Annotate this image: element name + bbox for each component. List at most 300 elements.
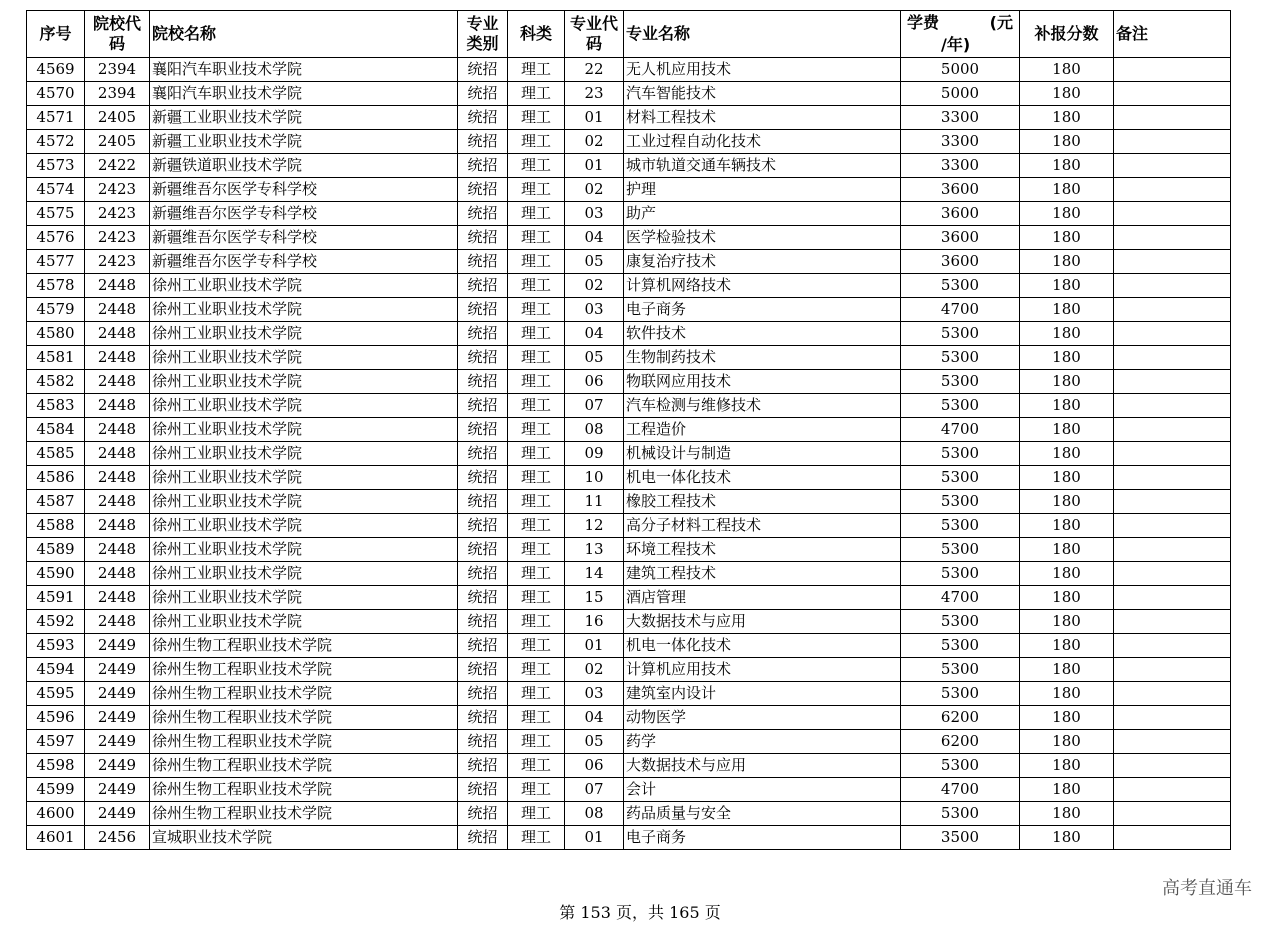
cell-major-code: 04 xyxy=(565,706,624,730)
cell-school-code: 2449 xyxy=(85,634,150,658)
cell-category: 理工 xyxy=(508,586,565,610)
cell-school-name: 徐州工业职业技术学院 xyxy=(150,490,458,514)
table-row xyxy=(27,274,1231,298)
cell-fee: 6200 xyxy=(901,730,1020,754)
cell-fee: 4700 xyxy=(901,778,1020,802)
table-row xyxy=(27,106,1231,130)
cell-seq: 4574 xyxy=(27,178,85,202)
cell-school-code: 2449 xyxy=(85,658,150,682)
cell-score: 180 xyxy=(1020,106,1114,130)
cell-score: 180 xyxy=(1020,154,1114,178)
cell-major-type: 统招 xyxy=(458,634,508,658)
cell-score: 180 xyxy=(1020,538,1114,562)
cell-school-code: 2448 xyxy=(85,562,150,586)
cell-major-code: 05 xyxy=(565,250,624,274)
cell-school-code: 2449 xyxy=(85,706,150,730)
cell-category: 理工 xyxy=(508,346,565,370)
cell-score: 180 xyxy=(1020,754,1114,778)
cell-major-type: 统招 xyxy=(458,154,508,178)
cell-fee: 4700 xyxy=(901,298,1020,322)
table-row xyxy=(27,682,1231,706)
cell-fee: 4700 xyxy=(901,418,1020,442)
cell-score: 180 xyxy=(1020,442,1114,466)
cell-major-type: 统招 xyxy=(458,586,508,610)
cell-category: 理工 xyxy=(508,178,565,202)
cell-school-name: 徐州工业职业技术学院 xyxy=(150,346,458,370)
cell-major-type: 统招 xyxy=(458,610,508,634)
cell-major-name: 汽车检测与维修技术 xyxy=(624,394,901,418)
cell-major-code: 15 xyxy=(565,586,624,610)
cell-major-type: 统招 xyxy=(458,466,508,490)
table-row xyxy=(27,706,1231,730)
cell-major-name: 机电一体化技术 xyxy=(624,634,901,658)
cell-major-code: 05 xyxy=(565,730,624,754)
table-row xyxy=(27,418,1231,442)
cell-score: 180 xyxy=(1020,250,1114,274)
cell-category: 理工 xyxy=(508,370,565,394)
cell-school-name: 徐州生物工程职业技术学院 xyxy=(150,778,458,802)
cell-major-type: 统招 xyxy=(458,562,508,586)
cell-major-code: 12 xyxy=(565,514,624,538)
cell-school-name: 徐州工业职业技术学院 xyxy=(150,538,458,562)
cell-fee: 5300 xyxy=(901,802,1020,826)
cell-school-code: 2423 xyxy=(85,226,150,250)
cell-note xyxy=(1114,562,1231,586)
cell-score: 180 xyxy=(1020,706,1114,730)
cell-major-type: 统招 xyxy=(458,130,508,154)
cell-note xyxy=(1114,514,1231,538)
table-row xyxy=(27,130,1231,154)
cell-score: 180 xyxy=(1020,658,1114,682)
cell-fee: 3600 xyxy=(901,178,1020,202)
cell-category: 理工 xyxy=(508,226,565,250)
table-row xyxy=(27,826,1231,850)
cell-school-name: 徐州生物工程职业技术学院 xyxy=(150,634,458,658)
cell-score: 180 xyxy=(1020,514,1114,538)
cell-major-name: 药学 xyxy=(624,730,901,754)
cell-category: 理工 xyxy=(508,58,565,82)
cell-note xyxy=(1114,346,1231,370)
table-row xyxy=(27,538,1231,562)
cell-fee: 5000 xyxy=(901,82,1020,106)
cell-school-name: 新疆工业职业技术学院 xyxy=(150,130,458,154)
cell-seq: 4579 xyxy=(27,298,85,322)
header-fee xyxy=(901,11,1020,58)
cell-major-code: 01 xyxy=(565,634,624,658)
cell-school-code: 2448 xyxy=(85,442,150,466)
header-note: 备注 xyxy=(1114,11,1231,58)
cell-score: 180 xyxy=(1020,466,1114,490)
cell-seq: 4599 xyxy=(27,778,85,802)
cell-school-code: 2448 xyxy=(85,274,150,298)
cell-major-name: 大数据技术与应用 xyxy=(624,610,901,634)
cell-fee: 5300 xyxy=(901,634,1020,658)
cell-seq: 4585 xyxy=(27,442,85,466)
cell-major-type: 统招 xyxy=(458,202,508,226)
cell-school-code: 2448 xyxy=(85,298,150,322)
cell-major-code: 04 xyxy=(565,226,624,250)
cell-seq: 4577 xyxy=(27,250,85,274)
table-row xyxy=(27,466,1231,490)
cell-school-code: 2405 xyxy=(85,106,150,130)
cell-category: 理工 xyxy=(508,730,565,754)
cell-school-name: 新疆维吾尔医学专科学校 xyxy=(150,202,458,226)
cell-school-code: 2448 xyxy=(85,322,150,346)
cell-category: 理工 xyxy=(508,706,565,730)
cell-category: 理工 xyxy=(508,634,565,658)
cell-school-name: 新疆铁道职业技术学院 xyxy=(150,154,458,178)
cell-school-code: 2449 xyxy=(85,754,150,778)
cell-fee: 3300 xyxy=(901,154,1020,178)
cell-major-code: 05 xyxy=(565,346,624,370)
cell-seq: 4601 xyxy=(27,826,85,850)
cell-school-code: 2448 xyxy=(85,610,150,634)
cell-school-name: 徐州生物工程职业技术学院 xyxy=(150,802,458,826)
cell-seq: 4580 xyxy=(27,322,85,346)
cell-major-code: 08 xyxy=(565,802,624,826)
cell-category: 理工 xyxy=(508,658,565,682)
header-fee-unit-a: (元 xyxy=(989,13,1013,32)
cell-major-name: 电子商务 xyxy=(624,298,901,322)
header-row xyxy=(27,11,1231,58)
cell-score: 180 xyxy=(1020,370,1114,394)
cell-fee: 3600 xyxy=(901,202,1020,226)
table-row xyxy=(27,778,1231,802)
cell-major-name: 大数据技术与应用 xyxy=(624,754,901,778)
table-row xyxy=(27,58,1231,82)
cell-note xyxy=(1114,178,1231,202)
cell-seq: 4569 xyxy=(27,58,85,82)
table-row xyxy=(27,154,1231,178)
cell-seq: 4583 xyxy=(27,394,85,418)
cell-seq: 4588 xyxy=(27,514,85,538)
cell-school-code: 2449 xyxy=(85,682,150,706)
cell-school-name: 徐州工业职业技术学院 xyxy=(150,586,458,610)
cell-major-type: 统招 xyxy=(458,754,508,778)
cell-major-code: 06 xyxy=(565,754,624,778)
cell-major-type: 统招 xyxy=(458,778,508,802)
cell-category: 理工 xyxy=(508,442,565,466)
cell-fee: 5300 xyxy=(901,370,1020,394)
cell-major-type: 统招 xyxy=(458,106,508,130)
cell-seq: 4592 xyxy=(27,610,85,634)
cell-major-name: 机械设计与制造 xyxy=(624,442,901,466)
cell-seq: 4596 xyxy=(27,706,85,730)
cell-score: 180 xyxy=(1020,130,1114,154)
cell-category: 理工 xyxy=(508,754,565,778)
cell-seq: 4586 xyxy=(27,466,85,490)
cell-major-name: 医学检验技术 xyxy=(624,226,901,250)
cell-major-name: 材料工程技术 xyxy=(624,106,901,130)
cell-major-type: 统招 xyxy=(458,250,508,274)
table-row xyxy=(27,490,1231,514)
table-row xyxy=(27,298,1231,322)
cell-major-code: 04 xyxy=(565,322,624,346)
cell-major-name: 药品质量与安全 xyxy=(624,802,901,826)
cell-fee: 5300 xyxy=(901,490,1020,514)
cell-category: 理工 xyxy=(508,514,565,538)
cell-score: 180 xyxy=(1020,346,1114,370)
cell-category: 理工 xyxy=(508,538,565,562)
cell-note xyxy=(1114,130,1231,154)
cell-major-code: 11 xyxy=(565,490,624,514)
cell-school-code: 2456 xyxy=(85,826,150,850)
cell-school-code: 2449 xyxy=(85,778,150,802)
cell-fee: 3300 xyxy=(901,130,1020,154)
cell-major-code: 23 xyxy=(565,82,624,106)
cell-note xyxy=(1114,250,1231,274)
cell-seq: 4578 xyxy=(27,274,85,298)
cell-note xyxy=(1114,82,1231,106)
cell-major-type: 统招 xyxy=(458,826,508,850)
cell-school-name: 徐州生物工程职业技术学院 xyxy=(150,754,458,778)
admission-table xyxy=(26,10,1231,850)
cell-school-code: 2448 xyxy=(85,346,150,370)
header-fee-unit-b: /年) xyxy=(941,35,971,54)
cell-major-name: 高分子材料工程技术 xyxy=(624,514,901,538)
table-row xyxy=(27,178,1231,202)
cell-fee: 5300 xyxy=(901,538,1020,562)
cell-score: 180 xyxy=(1020,730,1114,754)
table-row xyxy=(27,442,1231,466)
cell-major-code: 16 xyxy=(565,610,624,634)
table-row xyxy=(27,730,1231,754)
cell-category: 理工 xyxy=(508,490,565,514)
cell-seq: 4593 xyxy=(27,634,85,658)
cell-major-name: 汽车智能技术 xyxy=(624,82,901,106)
cell-fee: 5300 xyxy=(901,442,1020,466)
cell-school-name: 新疆维吾尔医学专科学校 xyxy=(150,178,458,202)
cell-major-code: 03 xyxy=(565,202,624,226)
watermark-text: 高考直通车 xyxy=(1162,878,1252,899)
table-row xyxy=(27,514,1231,538)
cell-score: 180 xyxy=(1020,418,1114,442)
cell-school-name: 新疆维吾尔医学专科学校 xyxy=(150,250,458,274)
cell-school-code: 2423 xyxy=(85,250,150,274)
cell-note xyxy=(1114,538,1231,562)
cell-school-code: 2448 xyxy=(85,466,150,490)
cell-major-code: 03 xyxy=(565,682,624,706)
cell-major-code: 01 xyxy=(565,154,624,178)
cell-category: 理工 xyxy=(508,418,565,442)
cell-major-type: 统招 xyxy=(458,538,508,562)
cell-school-name: 徐州生物工程职业技术学院 xyxy=(150,730,458,754)
cell-note xyxy=(1114,418,1231,442)
cell-major-name: 会计 xyxy=(624,778,901,802)
table-row xyxy=(27,250,1231,274)
cell-major-name: 建筑室内设计 xyxy=(624,682,901,706)
cell-school-code: 2394 xyxy=(85,82,150,106)
cell-score: 180 xyxy=(1020,562,1114,586)
table-body xyxy=(27,58,1231,850)
cell-major-name: 护理 xyxy=(624,178,901,202)
cell-school-code: 2448 xyxy=(85,514,150,538)
cell-major-type: 统招 xyxy=(458,82,508,106)
cell-school-name: 襄阳汽车职业技术学院 xyxy=(150,82,458,106)
cell-major-type: 统招 xyxy=(458,706,508,730)
cell-note xyxy=(1114,274,1231,298)
cell-seq: 4590 xyxy=(27,562,85,586)
header-major-code: 专业代码 xyxy=(565,11,624,58)
cell-school-name: 新疆工业职业技术学院 xyxy=(150,106,458,130)
header-major-name: 专业名称 xyxy=(624,11,901,58)
cell-fee: 5300 xyxy=(901,562,1020,586)
cell-score: 180 xyxy=(1020,610,1114,634)
header-school-name: 院校名称 xyxy=(150,11,458,58)
cell-fee: 5300 xyxy=(901,346,1020,370)
cell-score: 180 xyxy=(1020,226,1114,250)
cell-fee: 5300 xyxy=(901,274,1020,298)
cell-note xyxy=(1114,226,1231,250)
cell-score: 180 xyxy=(1020,82,1114,106)
cell-note xyxy=(1114,634,1231,658)
cell-seq: 4587 xyxy=(27,490,85,514)
cell-major-name: 助产 xyxy=(624,202,901,226)
cell-note xyxy=(1114,58,1231,82)
cell-category: 理工 xyxy=(508,322,565,346)
cell-major-name: 生物制药技术 xyxy=(624,346,901,370)
cell-major-code: 06 xyxy=(565,370,624,394)
cell-category: 理工 xyxy=(508,802,565,826)
cell-school-code: 2448 xyxy=(85,538,150,562)
cell-major-name: 机电一体化技术 xyxy=(624,466,901,490)
table-row xyxy=(27,658,1231,682)
cell-note xyxy=(1114,370,1231,394)
cell-school-code: 2448 xyxy=(85,370,150,394)
cell-major-type: 统招 xyxy=(458,346,508,370)
cell-major-code: 07 xyxy=(565,778,624,802)
cell-seq: 4591 xyxy=(27,586,85,610)
cell-score: 180 xyxy=(1020,826,1114,850)
cell-school-name: 徐州工业职业技术学院 xyxy=(150,466,458,490)
cell-score: 180 xyxy=(1020,58,1114,82)
cell-fee: 5300 xyxy=(901,754,1020,778)
cell-school-name: 徐州生物工程职业技术学院 xyxy=(150,658,458,682)
cell-score: 180 xyxy=(1020,298,1114,322)
cell-category: 理工 xyxy=(508,130,565,154)
cell-major-name: 软件技术 xyxy=(624,322,901,346)
cell-school-name: 徐州工业职业技术学院 xyxy=(150,394,458,418)
cell-major-type: 统招 xyxy=(458,178,508,202)
cell-school-name: 徐州工业职业技术学院 xyxy=(150,442,458,466)
cell-major-type: 统招 xyxy=(458,58,508,82)
cell-seq: 4581 xyxy=(27,346,85,370)
cell-major-type: 统招 xyxy=(458,802,508,826)
cell-fee: 5300 xyxy=(901,514,1020,538)
cell-major-code: 22 xyxy=(565,58,624,82)
cell-school-code: 2423 xyxy=(85,202,150,226)
cell-category: 理工 xyxy=(508,82,565,106)
cell-category: 理工 xyxy=(508,154,565,178)
cell-school-code: 2448 xyxy=(85,586,150,610)
cell-major-type: 统招 xyxy=(458,322,508,346)
cell-school-name: 徐州工业职业技术学院 xyxy=(150,298,458,322)
cell-fee: 6200 xyxy=(901,706,1020,730)
cell-major-name: 无人机应用技术 xyxy=(624,58,901,82)
header-school-code: 院校代码 xyxy=(85,11,150,58)
cell-school-code: 2423 xyxy=(85,178,150,202)
table-row xyxy=(27,586,1231,610)
cell-school-code: 2449 xyxy=(85,802,150,826)
cell-major-type: 统招 xyxy=(458,658,508,682)
cell-major-code: 09 xyxy=(565,442,624,466)
cell-school-name: 徐州工业职业技术学院 xyxy=(150,514,458,538)
cell-category: 理工 xyxy=(508,610,565,634)
cell-category: 理工 xyxy=(508,466,565,490)
cell-fee: 3600 xyxy=(901,226,1020,250)
cell-major-name: 工程造价 xyxy=(624,418,901,442)
cell-seq: 4572 xyxy=(27,130,85,154)
cell-school-code: 2394 xyxy=(85,58,150,82)
cell-note xyxy=(1114,610,1231,634)
cell-note xyxy=(1114,682,1231,706)
cell-note xyxy=(1114,658,1231,682)
cell-score: 180 xyxy=(1020,490,1114,514)
cell-major-code: 13 xyxy=(565,538,624,562)
page-footer: 第 153 页，共 165 页 xyxy=(559,903,721,922)
header-category: 科类 xyxy=(508,11,565,58)
table-row xyxy=(27,82,1231,106)
cell-seq: 4584 xyxy=(27,418,85,442)
cell-school-name: 徐州生物工程职业技术学院 xyxy=(150,682,458,706)
cell-major-code: 03 xyxy=(565,298,624,322)
header-fee-label: 学费 xyxy=(907,13,940,32)
cell-score: 180 xyxy=(1020,394,1114,418)
header-score: 补报分数 xyxy=(1020,11,1114,58)
table-row xyxy=(27,346,1231,370)
cell-note xyxy=(1114,802,1231,826)
cell-score: 180 xyxy=(1020,274,1114,298)
cell-seq: 4573 xyxy=(27,154,85,178)
cell-seq: 4595 xyxy=(27,682,85,706)
cell-seq: 4571 xyxy=(27,106,85,130)
cell-fee: 4700 xyxy=(901,586,1020,610)
cell-major-code: 08 xyxy=(565,418,624,442)
cell-major-code: 02 xyxy=(565,274,624,298)
cell-school-code: 2422 xyxy=(85,154,150,178)
cell-major-name: 电子商务 xyxy=(624,826,901,850)
cell-major-type: 统招 xyxy=(458,514,508,538)
cell-score: 180 xyxy=(1020,634,1114,658)
cell-category: 理工 xyxy=(508,298,565,322)
cell-major-code: 02 xyxy=(565,658,624,682)
cell-major-code: 07 xyxy=(565,394,624,418)
cell-major-code: 01 xyxy=(565,106,624,130)
header-seq: 序号 xyxy=(27,11,85,58)
header-major-type: 专业类别 xyxy=(458,11,508,58)
cell-school-name: 徐州工业职业技术学院 xyxy=(150,322,458,346)
cell-school-name: 徐州工业职业技术学院 xyxy=(150,610,458,634)
cell-school-name: 徐州工业职业技术学院 xyxy=(150,274,458,298)
cell-seq: 4582 xyxy=(27,370,85,394)
cell-note xyxy=(1114,730,1231,754)
cell-note xyxy=(1114,298,1231,322)
cell-major-type: 统招 xyxy=(458,490,508,514)
cell-category: 理工 xyxy=(508,394,565,418)
cell-fee: 5300 xyxy=(901,394,1020,418)
cell-category: 理工 xyxy=(508,826,565,850)
cell-category: 理工 xyxy=(508,250,565,274)
cell-school-name: 徐州工业职业技术学院 xyxy=(150,562,458,586)
cell-seq: 4589 xyxy=(27,538,85,562)
cell-category: 理工 xyxy=(508,106,565,130)
table-row xyxy=(27,562,1231,586)
cell-major-type: 统招 xyxy=(458,370,508,394)
cell-seq: 4570 xyxy=(27,82,85,106)
cell-fee: 5300 xyxy=(901,466,1020,490)
table-row xyxy=(27,226,1231,250)
cell-note xyxy=(1114,106,1231,130)
